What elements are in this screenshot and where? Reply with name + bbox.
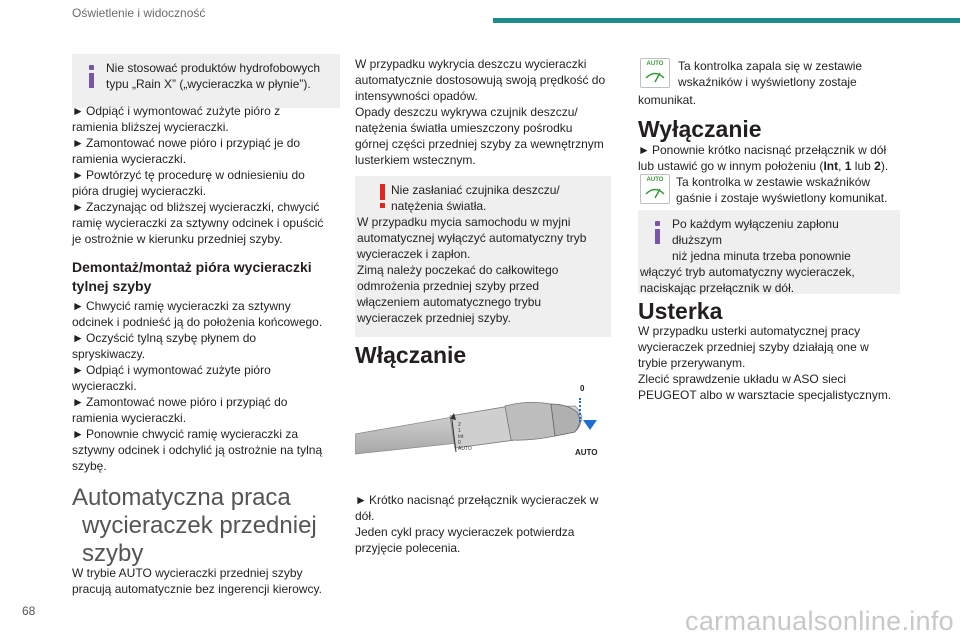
note-line: automatycznej wyłączyć automatyczny tryb [357, 231, 587, 245]
step-item-cont: je ostrożnie w kierunku przedniej szyby. [72, 232, 283, 246]
paragraph-line: intensywności opadów. [355, 89, 478, 103]
note-line: odmrożenia przedniej szyby przed [357, 279, 540, 293]
arrow-icon: ► [72, 395, 84, 409]
note-line: W przypadku mycia samochodu w myjni [357, 215, 571, 229]
note-line: Zimą należy poczekać do całkowitego [357, 263, 559, 277]
paragraph-line: komunikat. [638, 93, 697, 107]
wiper-icon [645, 69, 665, 83]
info-icon [84, 60, 100, 88]
step-item-cont: spryskiwaczy. [72, 347, 146, 361]
note-line: typu „Rain X” („wycieraczka w płynie”). [106, 77, 311, 91]
subheading: tylnej szyby [72, 278, 152, 294]
wiper-icon [645, 185, 665, 199]
arrow-icon: ► [72, 104, 84, 118]
steps-rear [72, 298, 340, 474]
section-title: wycieraczek przedniej [82, 512, 317, 539]
note-line: niż jedna minuta trzeba ponownie [672, 249, 851, 263]
paragraph-line: górnej części przedniej szyby za wewnętrznym [355, 137, 604, 151]
step-item: ► Zaczynając od bliższej wycieraczki, chwycić [72, 200, 320, 214]
paragraph-line: Opady deszczu wykrywa czujnik deszczu/ [355, 105, 578, 119]
paragraph-line: Ta kontrolka zapala się w zestawie [678, 59, 863, 73]
arrow-icon: ► [72, 331, 84, 345]
step-item-cont: pióra drugiej wycieraczki. [72, 184, 207, 198]
note-line: Po każdym wyłączeniu zapłonu dłuższym [672, 217, 839, 247]
arrow-icon: ► [72, 427, 84, 441]
arrow-icon: ► [355, 493, 367, 507]
stalk-label: 1 [458, 428, 461, 434]
stalk-label: AUTO [458, 446, 472, 452]
note-line: Nie stosować produktów hydrofobowych [106, 61, 321, 75]
figure-arrow-icon [579, 398, 589, 422]
paragraph-line: W przypadku usterki automatycznej pracy [638, 324, 861, 338]
page-number: 68 [22, 604, 36, 618]
section-title: Automatyczna praca [72, 484, 291, 511]
section-heading: Włączanie [355, 342, 467, 368]
figure-label-auto: AUTO [575, 448, 598, 457]
stalk-label: 2 [458, 422, 461, 428]
arrow-icon: ► [72, 200, 84, 214]
note-line: włączeniem automatycznego trybu [357, 295, 542, 309]
auto-wiper-warning-lamp: AUTO [640, 174, 670, 204]
step-item: ► Oczyścić tylną szybę płynem do [72, 331, 257, 345]
step-item-cont: dół. [355, 509, 375, 523]
info-note [638, 210, 900, 294]
stalk-positions [458, 422, 472, 452]
step-item-cont: lub ustawić go w innym położeniu (Int, 1 lub 2). [638, 159, 889, 173]
step-item: ► Zamontować nowe pióro i przypiąć je do [72, 136, 301, 150]
wiper-stalk-illustration [355, 386, 611, 466]
step-item: ► Ponownie chwycić ramię wycieraczki za [72, 427, 299, 441]
step-item-cont: wycieraczki. [72, 379, 137, 393]
paragraph-line: lusterkiem wstecznym. [355, 153, 476, 167]
stalk-label: 0 [458, 440, 461, 446]
arrow-icon: ► [72, 299, 84, 313]
paragraph-line: przyjęcie polecenia. [355, 541, 461, 555]
paragraph-line: gaśnie i zostaje wyświetlony komunikat. [676, 191, 888, 205]
header-accent-bar [493, 18, 960, 23]
step-item-cont: sztywny odcinek i odchylić ją ostrożnie na tylną [72, 443, 323, 457]
paragraph-line: PEUGEOT albo w warsztacie specjalistycznym. [638, 388, 892, 402]
paragraph-line: W trybie AUTO wycieraczki przedniej szyby [72, 566, 303, 580]
note-line: wycieraczek i zapłon. [357, 247, 471, 261]
step-item-cont: odcinek i podnieść ją do położenia końcowego. [72, 315, 323, 329]
paragraph-line: automatycznie dostosowują swoją prędkość do [355, 73, 606, 87]
step-item: ► Odpiąć i wymontować zużyte pióro z [72, 104, 281, 118]
arrow-icon: ► [72, 363, 84, 377]
wiper-stalk-figure [355, 386, 611, 466]
info-note [72, 54, 340, 108]
paragraph-line: wycieraczek przedniej szyby działają one w [638, 340, 869, 354]
step-item-cont: ramię wycieraczki za sztywny odcinek i opuścić [72, 216, 324, 230]
step-item-cont: ramienia wycieraczki. [72, 411, 187, 425]
step-item: ► Odpiąć i wymontować zużyte pióro [72, 363, 271, 377]
paragraph-line: trybie przerywanym. [638, 356, 746, 370]
note-line: Nie zasłaniać czujnika deszczu/ [391, 183, 560, 197]
step-item: ► Krótko nacisnąć przełącznik wycieraczek w [355, 493, 599, 507]
step-item: ► Ponownie krótko nacisnąć przełącznik w dół [638, 143, 887, 157]
watermark: carmanualsonline.info [685, 606, 954, 636]
figure-label-0: 0 [580, 384, 585, 393]
arrow-icon: ► [72, 168, 84, 182]
step-item: ► Chwycić ramię wycieraczki za sztywny [72, 299, 291, 313]
paragraph-line: wskaźników i wyświetlony zostaje [678, 75, 857, 89]
running-header: Oświetlenie i widoczność [72, 6, 206, 20]
section-heading: Usterka [638, 298, 723, 324]
info-icon [650, 216, 666, 244]
auto-wiper-warning-lamp: AUTO [640, 58, 670, 88]
warning-icon [375, 182, 391, 210]
note-line: wycieraczek przedniej szyby. [357, 311, 511, 325]
stalk-label: Int [458, 434, 464, 440]
section-title: szyby [82, 540, 144, 567]
paragraph-line: natężenia światła umieszczony pośrodku [355, 121, 573, 135]
paragraph-line: Jeden cykl pracy wycieraczek potwierdza [355, 525, 575, 539]
paragraph-line: W przypadku wykrycia deszczu wycieraczki [355, 57, 587, 71]
warning-note [355, 176, 611, 337]
section-heading: Wyłączanie [638, 116, 762, 142]
figure-arrow-head [583, 420, 597, 430]
steps-front [72, 103, 340, 247]
arrow-icon: ► [638, 143, 650, 157]
step-item-cont: ramienia wycieraczki. [72, 152, 187, 166]
paragraph-line: pracują automatycznie bez ingerencji kierowcy. [72, 582, 322, 596]
note-line: natężenia światła. [391, 199, 487, 213]
step-item: ► Powtórzyć tę procedurę w odniesieniu do [72, 168, 305, 182]
step-item: ► Zamontować nowe pióro i przypiąć do [72, 395, 288, 409]
paragraph-line: Ta kontrolka w zestawie wskaźników [676, 175, 871, 189]
step-item-cont: szybę. [72, 459, 107, 473]
subheading: Demontaż/montaż pióra wycieraczki [72, 259, 312, 275]
step-item-cont: ramienia bliższej wycieraczki. [72, 120, 229, 134]
paragraph-line: Zlecić sprawdzenie układu w ASO sieci [638, 372, 847, 386]
arrow-icon: ► [72, 136, 84, 150]
note-line: naciskając przełącznik w dół. [640, 281, 795, 295]
note-line: włączyć tryb automatyczny wycieraczek, [640, 265, 855, 279]
